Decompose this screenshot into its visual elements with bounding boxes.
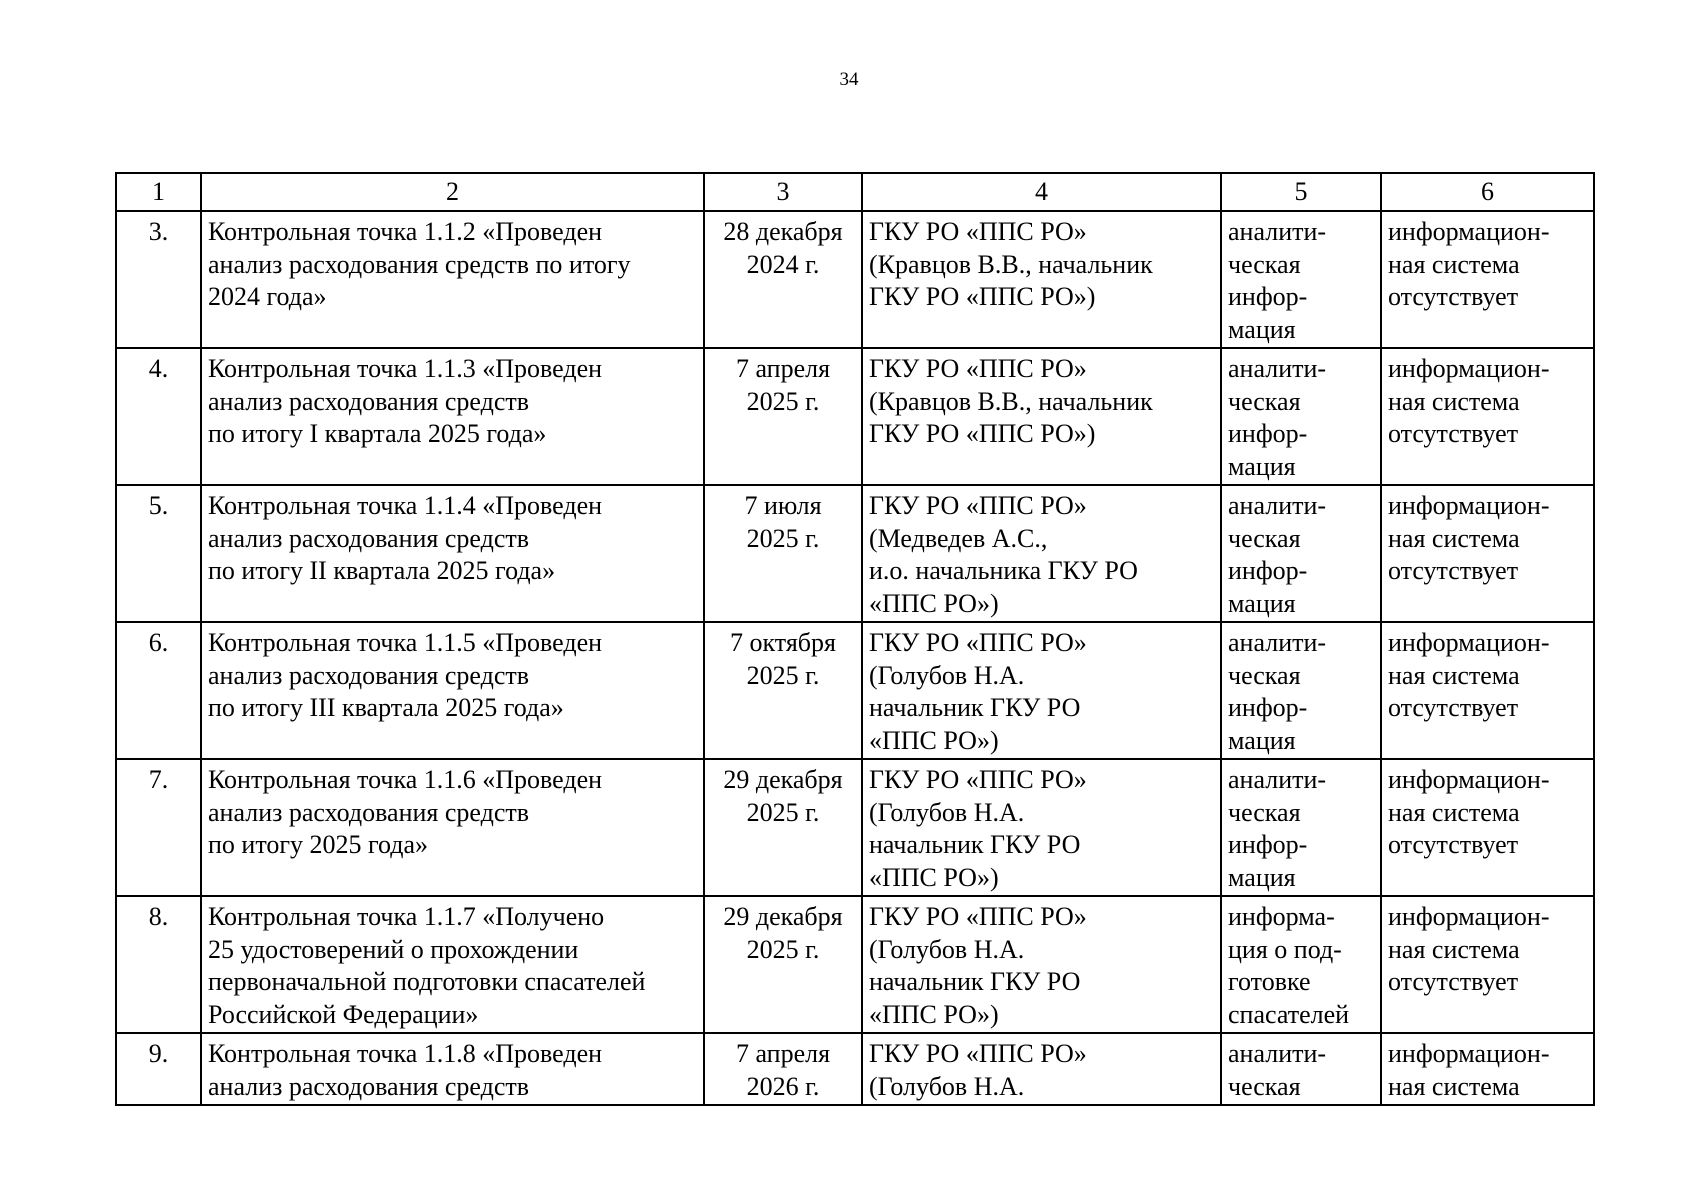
table-row	[116, 211, 1594, 348]
column-header-6: 6	[1381, 173, 1594, 211]
information-system: информацион- ная система отсутствует	[1381, 348, 1594, 485]
deadline-date: 29 декабря 2025 г.	[704, 759, 862, 896]
control-point-name: Контрольная точка 1.1.4 «Проведен анализ расходования средств по итогу II квартала 2025 года»	[201, 485, 704, 622]
page-number: 34	[839, 69, 859, 90]
responsible-party: ГКУ РО «ППС РО» (Кравцов В.В., начальник ГКУ РО «ППС РО»)	[862, 348, 1221, 485]
responsible-party: ГКУ РО «ППС РО» (Медведев А.С., и.о. начальника ГКУ РО «ППС РО»)	[862, 485, 1221, 622]
column-header-4: 4	[862, 173, 1221, 211]
control-points-table	[115, 172, 1595, 1106]
responsible-party: ГКУ РО «ППС РО» (Кравцов В.В., начальник ГКУ РО «ППС РО»)	[862, 211, 1221, 348]
deadline-date: 29 декабря 2025 г.	[704, 896, 862, 1033]
table-row	[116, 485, 1594, 622]
responsible-party: ГКУ РО «ППС РО» (Голубов Н.А.	[862, 1033, 1221, 1105]
information-system: информацион- ная система отсутствует	[1381, 211, 1594, 348]
document-type: аналити- ческая инфор- мация	[1221, 211, 1381, 348]
deadline-date: 28 декабря 2024 г.	[704, 211, 862, 348]
information-system: информацион- ная система отсутствует	[1381, 622, 1594, 759]
document-type: аналити- ческая инфор- мация	[1221, 622, 1381, 759]
row-number: 6.	[116, 622, 201, 759]
information-system: информацион- ная система	[1381, 1033, 1594, 1105]
column-header-1: 1	[116, 173, 201, 211]
responsible-party: ГКУ РО «ППС РО» (Голубов Н.А. начальник ГКУ РО «ППС РО»)	[862, 896, 1221, 1033]
responsible-party: ГКУ РО «ППС РО» (Голубов Н.А. начальник ГКУ РО «ППС РО»)	[862, 622, 1221, 759]
control-point-name: Контрольная точка 1.1.8 «Проведен анализ расходования средств	[201, 1033, 704, 1105]
table-row	[116, 896, 1594, 1033]
column-header-2: 2	[201, 173, 704, 211]
document-type: аналити- ческая инфор- мация	[1221, 348, 1381, 485]
document-type: информа- ция о под- готовке спасателей	[1221, 896, 1381, 1033]
deadline-date: 7 октября 2025 г.	[704, 622, 862, 759]
document-type: аналити- ческая инфор- мация	[1221, 759, 1381, 896]
deadline-date: 7 апреля 2026 г.	[704, 1033, 862, 1105]
information-system: информацион- ная система отсутствует	[1381, 896, 1594, 1033]
column-header-5: 5	[1221, 173, 1381, 211]
table-row	[116, 348, 1594, 485]
row-number: 3.	[116, 211, 201, 348]
control-point-name: Контрольная точка 1.1.3 «Проведен анализ расходования средств по итогу I квартала 2025 года»	[201, 348, 704, 485]
table-header-row	[116, 173, 1594, 211]
control-point-name: Контрольная точка 1.1.7 «Получено 25 удостоверений о прохождении первоначальной подготовки спасателей Российской Федерации»	[201, 896, 704, 1033]
responsible-party: ГКУ РО «ППС РО» (Голубов Н.А. начальник ГКУ РО «ППС РО»)	[862, 759, 1221, 896]
document-type: аналити- ческая	[1221, 1033, 1381, 1105]
information-system: информацион- ная система отсутствует	[1381, 485, 1594, 622]
row-number: 7.	[116, 759, 201, 896]
row-number: 4.	[116, 348, 201, 485]
table-row	[116, 1033, 1594, 1105]
row-number: 5.	[116, 485, 201, 622]
row-number: 8.	[116, 896, 201, 1033]
table-row	[116, 622, 1594, 759]
table-row	[116, 759, 1594, 896]
control-point-name: Контрольная точка 1.1.2 «Проведен анализ расходования средств по итогу 2024 года»	[201, 211, 704, 348]
deadline-date: 7 июля 2025 г.	[704, 485, 862, 622]
document-type: аналити- ческая инфор- мация	[1221, 485, 1381, 622]
information-system: информацион- ная система отсутствует	[1381, 759, 1594, 896]
row-number: 9.	[116, 1033, 201, 1105]
control-point-name: Контрольная точка 1.1.5 «Проведен анализ расходования средств по итогу III квартала 2025 года»	[201, 622, 704, 759]
deadline-date: 7 апреля 2025 г.	[704, 348, 862, 485]
control-point-name: Контрольная точка 1.1.6 «Проведен анализ расходования средств по итогу 2025 года»	[201, 759, 704, 896]
column-header-3: 3	[704, 173, 862, 211]
